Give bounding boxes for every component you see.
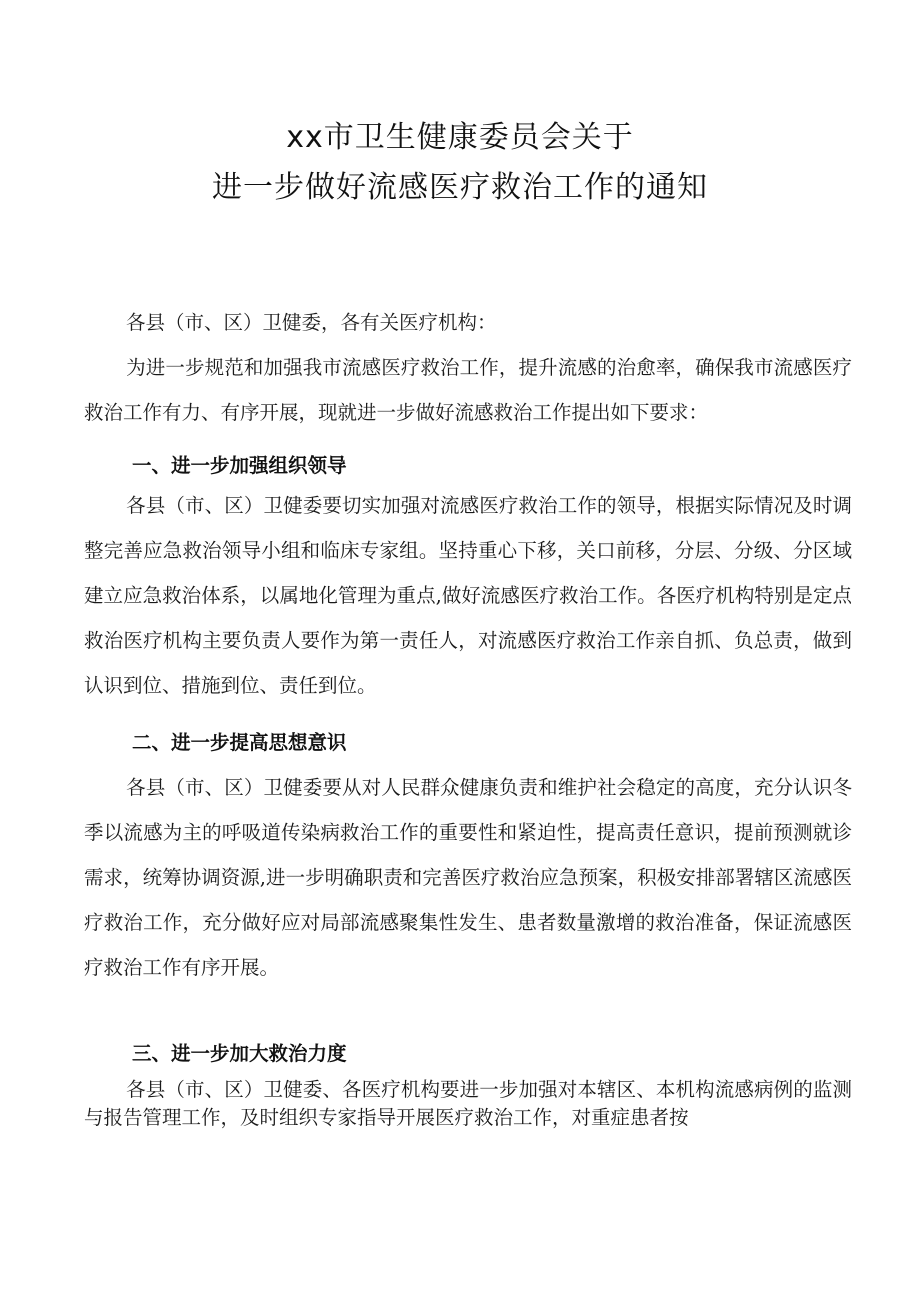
section-3-body [84, 1076, 852, 1132]
section-1-body [84, 483, 852, 708]
section-1-text: 各县（市、区）卫健委要切实加强对流感医疗救治工作的领导，根据实际情况及时调整完善应急救治领导小组和临床专家组。坚持重心下移，关口前移，分层、分级、分区域建立应急救治体系，以属地化管理为重点,做好流感医疗救治工作。各医疗机构特别是定点救治医疗机构主要负责人要作为第一责任人，对流感医疗救治工作亲自抓、负总责，做到认识到位、措施到位、责任到位。 [84, 494, 852, 697]
document-title-line-1: xx市卫生健康委员会关于 [286, 120, 634, 155]
document-title-line-2: 进一步做好流感医疗救治工作的通知 [212, 170, 708, 205]
section-3-text: 各县（市、区）卫健委、各医疗机构要进一步加强对本辖区、本机构流感病例的监测与报告管理工作，及时组织专家指导开展医疗救治工作，对重症患者按 [84, 1078, 852, 1129]
intro-paragraph [84, 345, 852, 435]
salutation-paragraph [84, 300, 852, 345]
section-2-body [84, 765, 852, 990]
section-3-heading: 三、进一步加大救治力度 [132, 1042, 347, 1065]
section-2-heading: 二、进一步提高思想意识 [132, 731, 347, 754]
intro-text: 为进一步规范和加强我市流感医疗救治工作，提升流感的治愈率，确保我市流感医疗救治工作有力、有序开展，现就进一步做好流感救治工作提出如下要求： [84, 356, 852, 424]
salutation-text: 各县（市、区）卫健委，各有关医疗机构： [126, 311, 497, 334]
section-2-text: 各县（市、区）卫健委要从对人民群众健康负责和维护社会稳定的高度，充分认识冬季以流感为主的呼吸道传染病救治工作的重要性和紧迫性，提高责任意识，提前预测就诊需求，统筹协调资源,进一步明确职责和完善医疗救治应急预案，积极安排部署辖区流感医疗救治工作，充分做好应对局部流感聚集性发生、患者数量激增的救治准备，保证流感医疗救治工作有序开展。 [84, 776, 852, 979]
section-1-heading: 一、进一步加强组织领导 [132, 454, 347, 477]
